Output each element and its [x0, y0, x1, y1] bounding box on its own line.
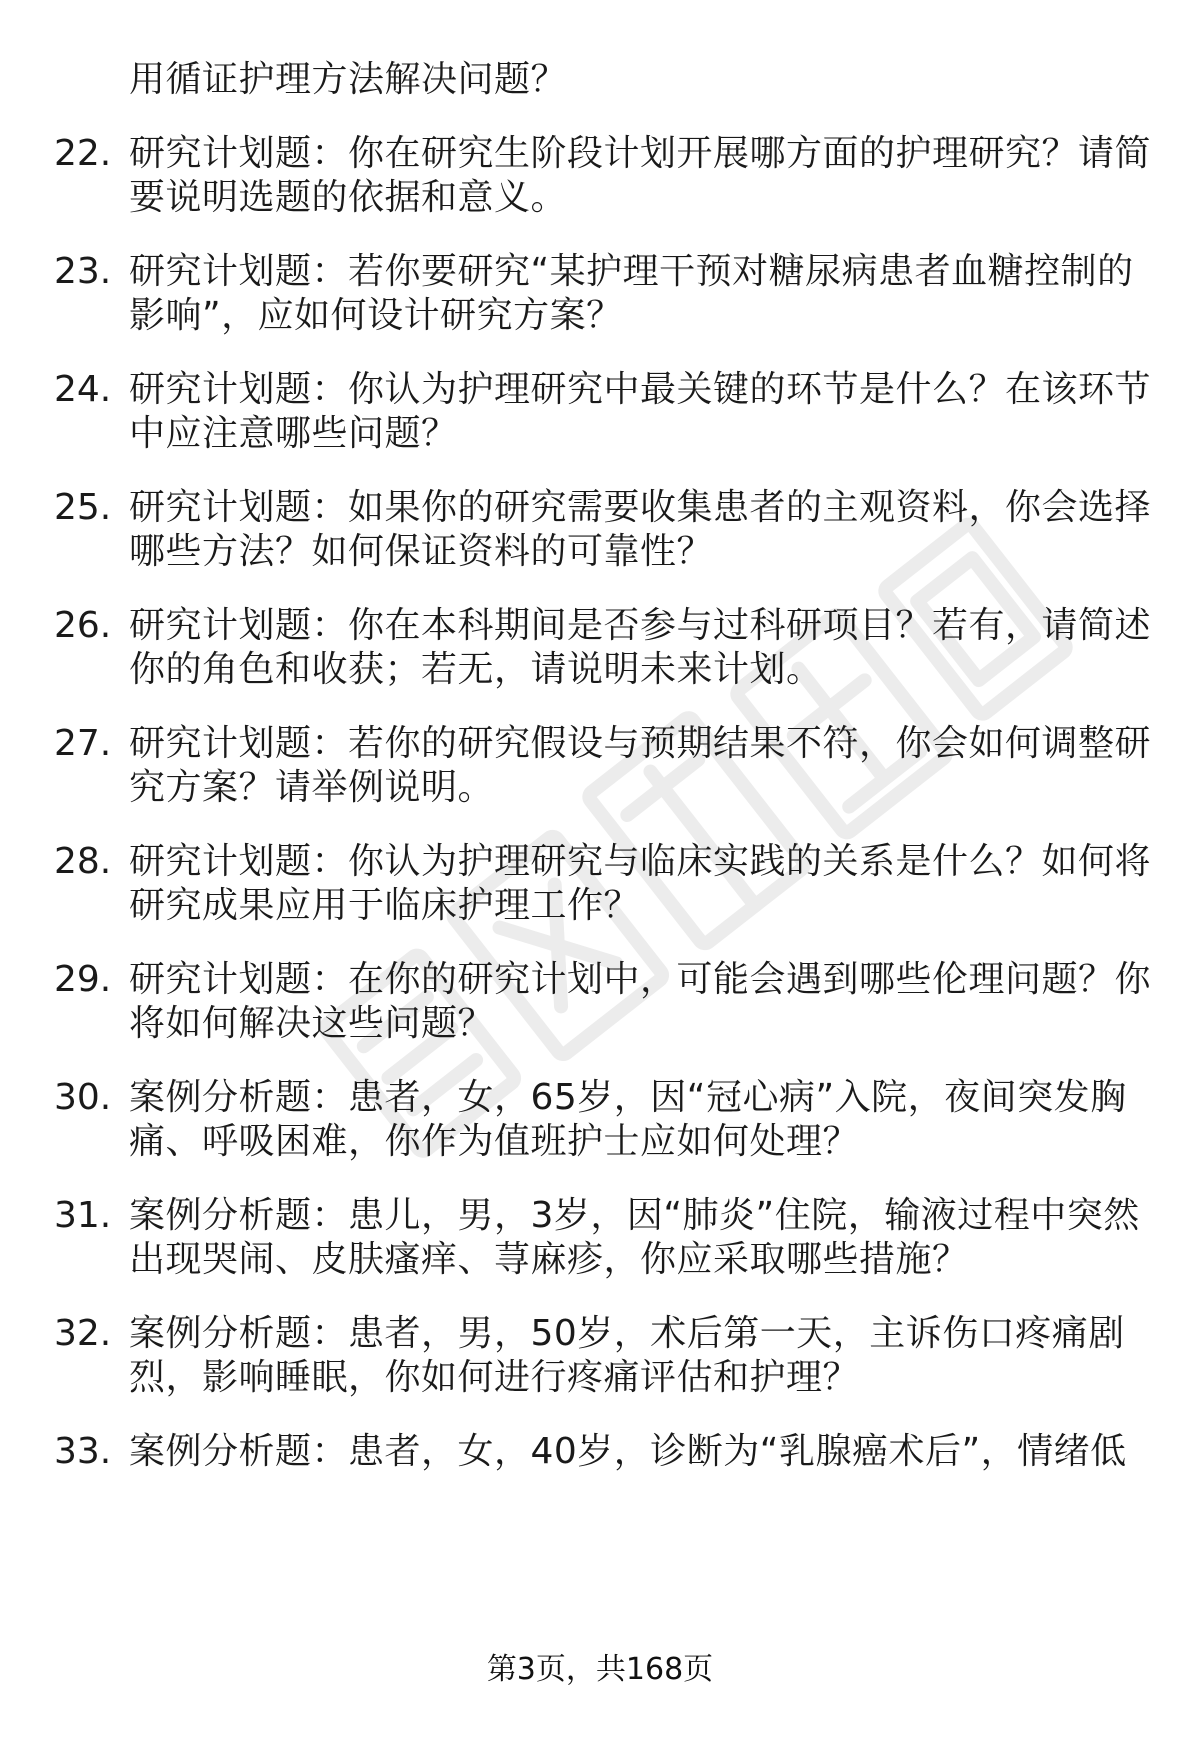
item-number: 23. [54, 251, 112, 292]
item-text-line: 要说明选题的依据和意义。 [129, 177, 568, 218]
item-number: 28. [54, 841, 112, 882]
item-text-line: 出现哭闹、皮肤瘙痒、荨麻疹，你应采取哪些措施？ [129, 1239, 969, 1280]
item-text-line: 研究计划题：你认为护理研究中最关键的环节是什么？在该环节 [129, 369, 1152, 410]
item-text-line: 研究成果应用于临床护理工作？ [129, 885, 641, 926]
page-footer: 第3页，共168页 [486, 1652, 714, 1687]
item-text-line: 哪些方法？如何保证资料的可靠性？ [129, 531, 714, 572]
item-text-line: 痛、呼吸困难，你作为值班护士应如何处理？ [129, 1121, 860, 1162]
item-number: 26. [54, 605, 112, 646]
item-text-line: 烈，影响睡眠，你如何进行疼痛评估和护理？ [129, 1357, 860, 1398]
item-number: 30. [54, 1077, 112, 1118]
item-number: 29. [54, 959, 112, 1000]
item-number: 22. [54, 133, 112, 174]
item-text-line: 研究计划题：如果你的研究需要收集患者的主观资料，你会选择 [129, 487, 1152, 528]
item-text-line: 研究计划题：你在本科期间是否参与过科研项目？若有，请简述 [129, 605, 1152, 646]
continuation-line: 用循证护理方法解决问题？ [129, 59, 568, 100]
item-text-line: 研究计划题：若你的研究假设与预期结果不符，你会如何调整研 [129, 723, 1152, 764]
item-text-line: 将如何解决这些问题？ [129, 1003, 495, 1044]
item-number: 32. [54, 1313, 112, 1354]
item-text-line: 你的角色和收获；若无，请说明未来计划。 [129, 649, 823, 690]
item-text-line: 中应注意哪些问题？ [129, 413, 458, 454]
item-text-line: 影响”，应如何设计研究方案？ [129, 295, 623, 336]
item-text-line: 研究计划题：你在研究生阶段计划开展哪方面的护理研究？请简 [129, 133, 1152, 174]
item-number: 27. [54, 723, 112, 764]
item-text-line: 研究计划题：若你要研究“某护理干预对糖尿病患者血糖控制的 [129, 251, 1134, 292]
item-number: 31. [54, 1195, 112, 1236]
item-text-line: 究方案？请举例说明。 [129, 767, 495, 808]
item-text-line: 案例分析题：患者，女，65岁，因“冠心病”入院，夜间突发胸 [129, 1077, 1127, 1118]
item-text-line: 研究计划题：你认为护理研究与临床实践的关系是什么？如何将 [129, 841, 1152, 882]
item-text-line: 案例分析题：患者，男，50岁，术后第一天，主诉伤口疼痛剧 [129, 1313, 1125, 1354]
item-number: 25. [54, 487, 112, 528]
item-text-line: 案例分析题：患者，女，40岁，诊断为“乳腺癌术后”，情绪低 [129, 1431, 1127, 1472]
item-text-line: 案例分析题：患儿，男，3岁，因“肺炎”住院，输液过程中突然 [129, 1195, 1140, 1236]
item-number: 24. [54, 369, 112, 410]
item-number: 33. [54, 1431, 112, 1472]
item-text-line: 研究计划题：在你的研究计划中，可能会遇到哪些伦理问题？你 [129, 959, 1152, 1000]
